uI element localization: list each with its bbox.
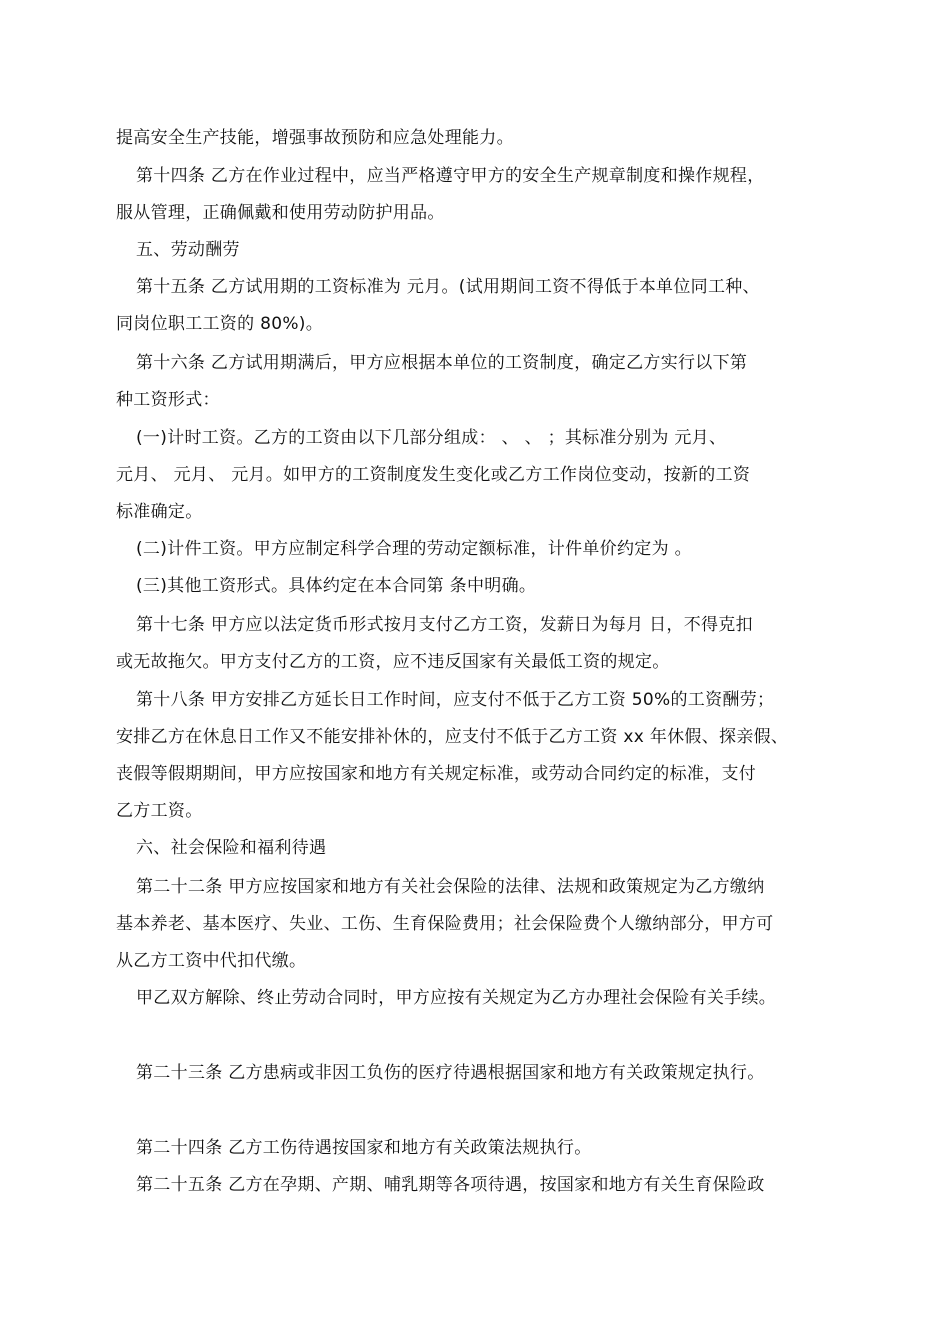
text-line: 标准确定。 xyxy=(116,502,203,522)
article-15: 第十五条 乙方试用期的工资标准为 元月。(试用期间工资不得低于本单位同工种、 xyxy=(136,277,760,297)
article-16: 第十六条 乙方试用期满后，甲方应根据本单位的工资制度，确定乙方实行以下第 xyxy=(136,353,748,373)
text-line: 安排乙方在休息日工作又不能安排补休的，应支付不低于乙方工资 xx 年休假、探亲假、 xyxy=(116,727,789,747)
article-25: 第二十五条 乙方在孕期、产期、哺乳期等各项待遇，按国家和地方有关生育保险政 xyxy=(136,1175,765,1195)
text-line: 种工资形式： xyxy=(116,390,220,410)
wage-type-3: (三)其他工资形式。具体约定在本合同第 条中明确。 xyxy=(136,576,537,596)
text-line: 乙方工资。 xyxy=(116,801,203,821)
article-22: 第二十二条 甲方应按国家和地方有关社会保险的法律、法规和政策规定为乙方缴纳 xyxy=(136,877,765,897)
wage-type-1: (一)计时工资。乙方的工资由以下几部分组成： 、 、 ；其标准分别为 元月、 xyxy=(136,428,727,448)
section-heading-6: 六、社会保险和福利待遇 xyxy=(136,838,327,858)
section-heading-5: 五、劳动酬劳 xyxy=(136,240,240,260)
text-line: 元月、 元月、 元月。如甲方的工资制度发生变化或乙方工作岗位变动，按新的工资 xyxy=(116,465,751,485)
article-24: 第二十四条 乙方工伤待遇按国家和地方有关政策法规执行。 xyxy=(136,1138,592,1158)
article-17: 第十七条 甲方应以法定货币形式按月支付乙方工资，发薪日为每月 日，不得克扣 xyxy=(136,615,753,635)
text-line: 丧假等假期期间，甲方应按国家和地方有关规定标准，或劳动合同约定的标准，支付 xyxy=(116,764,757,784)
text-line: 服从管理，正确佩戴和使用劳动防护用品。 xyxy=(116,203,445,223)
article-23: 第二十三条 乙方患病或非因工负伤的医疗待遇根据国家和地方有关政策规定执行。 xyxy=(136,1063,765,1083)
text-line: 同岗位职工工资的 80%)。 xyxy=(116,314,324,334)
text-line: 或无故拖欠。甲方支付乙方的工资，应不违反国家有关最低工资的规定。 xyxy=(116,652,670,672)
wage-type-2: (二)计件工资。甲方应制定科学合理的劳动定额标准，计件单价约定为 。 xyxy=(136,539,692,559)
article-18: 第十八条 甲方安排乙方延长日工作时间，应支付不低于乙方工资 50%的工资酬劳； xyxy=(136,690,775,710)
article-14: 第十四条 乙方在作业过程中，应当严格遵守甲方的安全生产规章制度和操作规程， xyxy=(136,166,765,186)
text-line: 从乙方工资中代扣代缴。 xyxy=(116,951,307,971)
text-line: 甲乙双方解除、终止劳动合同时，甲方应按有关规定为乙方办理社会保险有关手续。 xyxy=(136,988,777,1008)
text-line: 提高安全生产技能，增强事故预防和应急处理能力。 xyxy=(116,128,514,148)
text-line: 基本养老、基本医疗、失业、工伤、生育保险费用；社会保险费个人缴纳部分，甲方可 xyxy=(116,914,774,934)
